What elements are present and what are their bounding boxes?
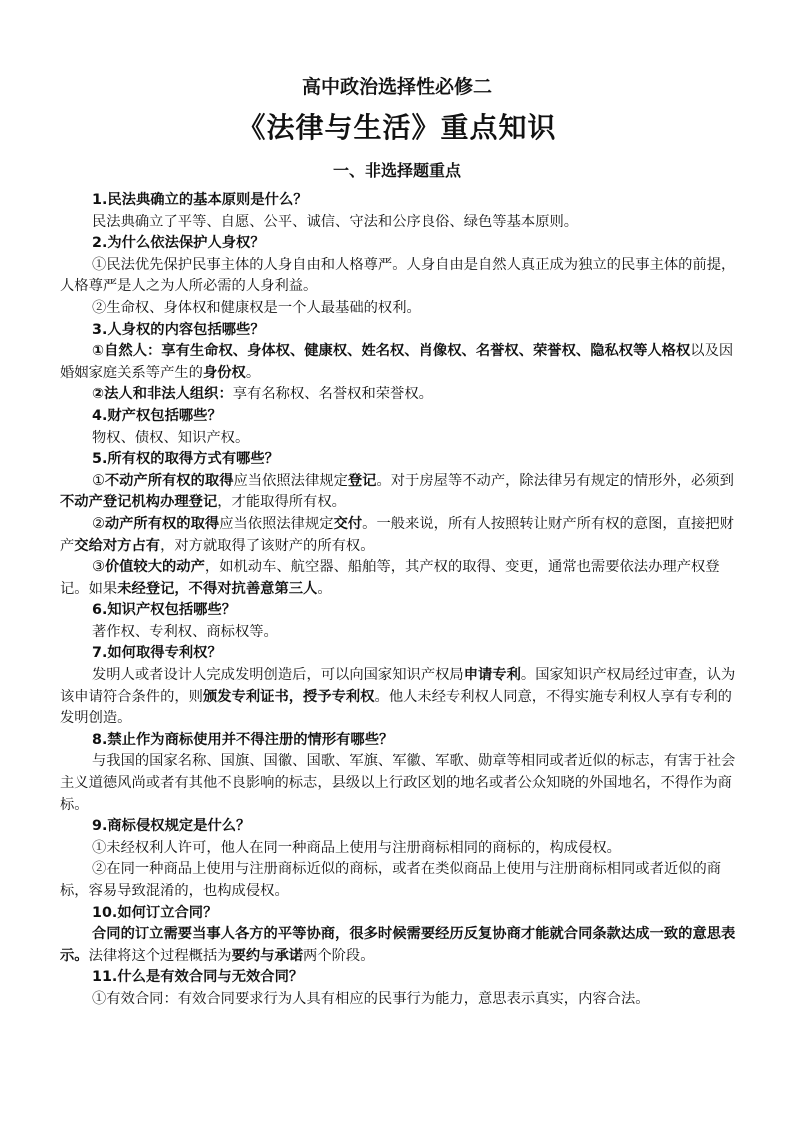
question-11: 11.什么是有效合同与无效合同？	[92, 969, 304, 986]
question-8: 8.禁止作为商标使用并不得注册的情形有哪些？	[92, 731, 394, 748]
answer-5-3-t1: ，如机动车、航空器、船舶等，其产权的取得、变更，通常也需要依法办理产权登记。如果	[60, 559, 720, 597]
answer-2-2: ②生命权、身体权和健康权是一个人最基础的权利。	[92, 299, 421, 316]
answer-6: 著作权、专利权、商标权等。	[92, 623, 278, 640]
answer-11-1: ①有效合同：有效合同要求行为人具有相应的民事行为能力，意思表示真实，内容合法。	[92, 990, 650, 1007]
answer-5-2	[60, 514, 736, 557]
question-2: 2.为什么依法保护人身权？	[92, 235, 265, 252]
answer-3-1-text2: 以及因婚姻家庭关系等产生的	[60, 343, 734, 381]
answer-3-2	[88, 384, 736, 406]
document-subtitle: 高中政治选择性必修二	[301, 76, 492, 98]
document-title: 《法律与生活》重点知识	[237, 111, 557, 144]
answer-5-3	[60, 557, 736, 600]
answer-7-t1: 发明人或者设计人完成发明创造后，可以向国家知识产权局	[92, 667, 464, 684]
answer-5-2-b2: 交付	[333, 515, 363, 532]
answer-3-1	[60, 341, 736, 384]
question-7: 7.如何取得专利权？	[92, 645, 222, 662]
answer-5-2-b1: 动产所有权的取得	[104, 515, 220, 532]
answer-5-3-b2: 未经登记，不得对抗善意第三人	[117, 580, 318, 597]
question-5: 5.所有权的取得方式有哪些？	[92, 451, 279, 468]
answer-3-1-text: 享有生命权、身体权、健康权、姓名权、肖像权、名誉权、荣誉权、隐私权等人格权	[161, 343, 691, 360]
answer-5-2-num: ②	[92, 515, 105, 532]
answer-7-b2: 颁发专利证书，授予专利权	[202, 688, 375, 705]
answer-5-3-num: ③	[92, 559, 105, 576]
answer-1: 民法典确立了平等、自愿、公平、诚信、守法和公序良俗、绿色等基本原则。	[92, 213, 579, 230]
question-6: 6.知识产权包括哪些？	[92, 602, 237, 619]
answer-4: 物权、债权、知识产权。	[92, 429, 250, 446]
question-4: 4.财产权包括哪些？	[92, 407, 222, 424]
answer-3-1-label: ①自然人：	[92, 343, 162, 360]
answer-10-b2: 要约与承诺	[231, 947, 304, 964]
answer-5-2-t2: 。一般来说，所有人按照转让财产所有权的意图，直接把财产	[60, 515, 734, 554]
answer-7	[60, 665, 736, 730]
answer-5-1-num: ①	[92, 472, 105, 489]
document-body	[60, 190, 736, 1011]
answer-8: 与我国的国家名称、国旗、国徽、国歌、军旗、军徽、军歌、勋章等相同或者近似的标志，有害于社会主义道德风尚或者有其他不良影响的标志，县级以上行政区划的地名或者公众知晓的外国地名，不得作为商标。	[60, 753, 736, 813]
answer-2-1: ①民法优先保护民事主体的人身自由和人格尊严。人身自由是自然人真正成为独立的民事主体的前提，人格尊严是人之为人所必需的人身利益。	[60, 256, 736, 295]
answer-5-1-t3: ，才能取得所有权。	[217, 494, 346, 511]
answer-7-t3: 。他人未经专利权人同意，不得实施专利权人享有专利的发明创造。	[60, 688, 732, 727]
answer-10-b1: 合同的订立需要当事人各方的平等协商，很多时候需要经历反复协商才能就合同条款达成一致的意思表示。	[60, 926, 736, 964]
answer-5-1-t2: 。对于房屋等不动产，除法律另有规定的情形外，必须到	[376, 472, 734, 489]
answer-7-t2: 。国家知识产权局经过审查，认为该申请符合条件的，则	[60, 667, 736, 705]
answer-10-t2: 两个阶段。	[303, 947, 375, 964]
section-heading: 一、非选择题重点	[332, 161, 461, 180]
answer-5-3-b1: 价值较大的动产	[104, 559, 205, 576]
answer-3-2-label: ②法人和非法人组织：	[92, 386, 233, 403]
answer-5-2-b3: 交给对方占有	[74, 537, 161, 554]
answer-10	[60, 924, 736, 967]
answer-9-1: ①未经权利人许可，他人在同一种商品上使用与注册商标相同的商标的，构成侵权。	[92, 839, 621, 856]
answer-7-b1: 申请专利	[463, 667, 521, 684]
answer-3-2-text: 享有名称权、名誉权和荣誉权。	[232, 386, 433, 403]
answer-5-1-b1: 不动产所有权的取得	[104, 472, 234, 489]
answer-5-1-b3: 不动产登记机构办理登记	[60, 494, 218, 511]
answer-5-3-t2: 。	[317, 580, 332, 597]
answer-5-1-t1: 应当依照法律规定	[233, 472, 348, 489]
answer-9-2: ②在同一种商品上使用与注册商标近似的商标，或者在类似商品上使用与注册商标相同或者近似的商标，容易导致混淆的，也构成侵权。	[60, 861, 722, 899]
answer-3-1-bold2: 身份权	[202, 364, 246, 381]
answer-5-1-b2: 登记	[347, 472, 377, 489]
question-3: 3.人身权的内容包括哪些？	[92, 321, 265, 338]
answer-5-2-t3: ，对方就取得了该财产的所有权。	[160, 537, 375, 554]
answer-5-2-t1: 应当依照法律规定	[219, 515, 334, 532]
answer-5-1	[60, 471, 736, 514]
answer-10-t1: 法律将这个过程概括为	[88, 947, 232, 964]
question-9: 9.商标侵权规定是什么？	[92, 818, 251, 835]
question-1: 1.民法典确立的基本原则是什么？	[92, 192, 308, 208]
question-10: 10.如何订立合同？	[92, 904, 218, 921]
answer-3-1-end: 。	[245, 364, 261, 381]
